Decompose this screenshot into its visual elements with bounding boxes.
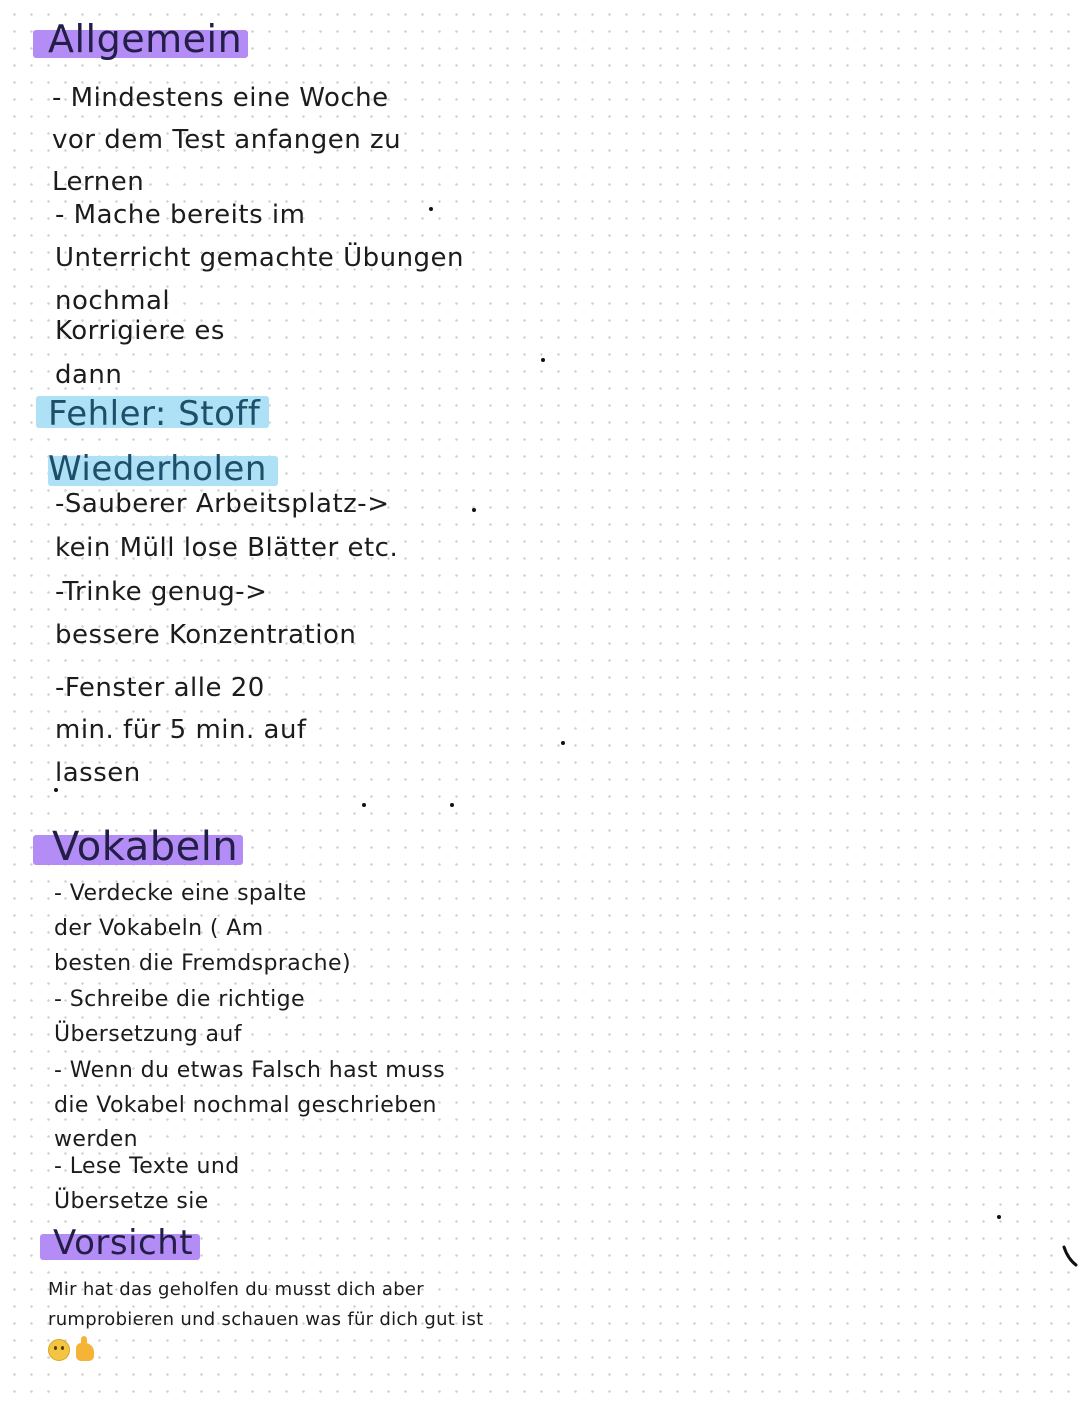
stoff-line: min. für 5 min. auf <box>55 715 307 745</box>
pen-dot <box>472 508 476 512</box>
vokabeln-line: der Vokabeln ( Am <box>54 916 264 941</box>
thumbs-up-icon <box>76 1343 94 1361</box>
allgemein-line: vor dem Test anfangen zu <box>52 125 402 155</box>
vokabeln-line: - Lese Texte und <box>54 1154 240 1179</box>
vokabeln-line: werden <box>54 1127 139 1152</box>
allgemein-line: Lernen <box>52 167 145 197</box>
vokabeln-line: die Vokabel nochmal geschrieben <box>54 1093 437 1118</box>
pen-dot <box>541 358 545 362</box>
stoff-line: -Trinke genug-> <box>55 577 268 607</box>
vokabeln-line: - Verdecke eine spalte <box>54 881 307 906</box>
vokabeln-line: - Wenn du etwas Falsch hast muss <box>54 1058 446 1083</box>
stoff-line: lassen <box>55 758 141 788</box>
vokabeln-line: besten die Fremdsprache) <box>54 951 351 976</box>
smiling-face-icon <box>48 1339 70 1361</box>
allgemein-line: - Mache bereits im <box>55 200 306 230</box>
stoff-line: kein Müll lose Blätter etc. <box>55 533 399 563</box>
pen-dot <box>450 803 454 807</box>
heading-wiederholen: Wiederholen <box>48 449 267 489</box>
pen-dot <box>561 741 565 745</box>
allgemein-line: Unterricht gemachte Übungen <box>55 243 465 273</box>
allgemein-line: - Mindestens eine Woche <box>52 83 389 113</box>
stoff-line: bessere Konzentration <box>55 620 357 650</box>
heading-vorsicht: Vorsicht <box>53 1223 194 1263</box>
heading-vokabeln: Vokabeln <box>52 824 239 870</box>
allgemein-line: Korrigiere es <box>55 316 225 346</box>
pen-stroke-mark <box>1062 1245 1080 1269</box>
vorsicht-line: Mir hat das geholfen du musst dich aber <box>48 1279 425 1300</box>
pen-dot <box>362 803 366 807</box>
allgemein-line: dann <box>55 360 123 390</box>
stoff-line: -Fenster alle 20 <box>55 673 265 703</box>
allgemein-line: nochmal <box>55 286 171 316</box>
pen-dot <box>997 1215 1001 1219</box>
pen-dot <box>54 788 58 792</box>
vokabeln-line: Übersetzung auf <box>54 1022 242 1047</box>
pen-dot <box>429 207 433 211</box>
heading-fehler-stoff: Fehler: Stoff <box>48 394 261 434</box>
vorsicht-line: rumprobieren und schauen was für dich gut ist <box>48 1309 484 1330</box>
heading-allgemein: Allgemein <box>48 17 243 61</box>
vokabeln-line: Übersetze sie <box>54 1189 209 1214</box>
stoff-line: -Sauberer Arbeitsplatz-> <box>55 489 390 519</box>
vokabeln-line: - Schreibe die richtige <box>54 987 305 1012</box>
